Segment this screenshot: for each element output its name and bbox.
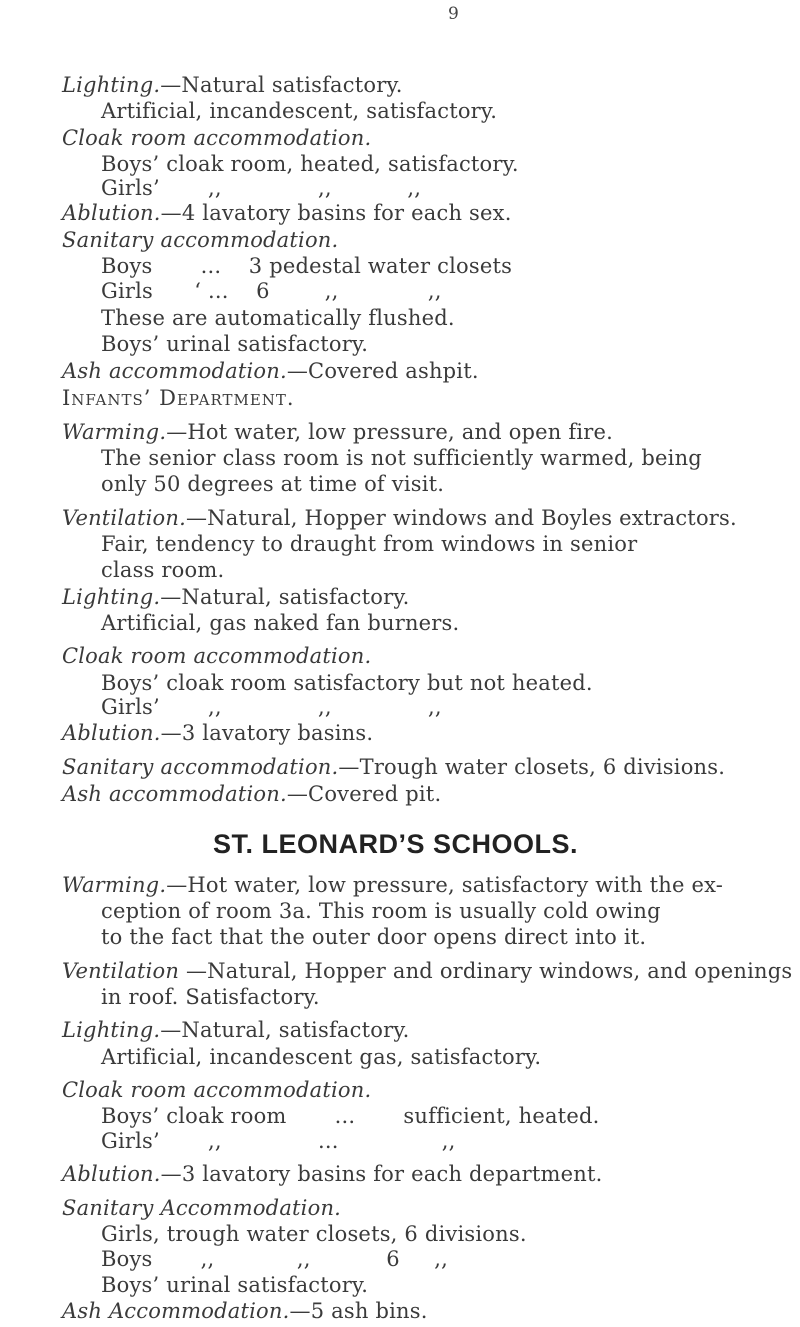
text-line: class room. [101,558,225,582]
text-line: to the fact that the outer door opens direct into it. [101,925,647,949]
text-line: only 50 degrees at time of visit. [101,472,445,496]
text-line: Girls’ ,, ,, ,, [101,176,422,200]
text-line: Fair, tendency to draught from windows in senior [101,532,638,556]
text-line: Boys’ cloak room, heated, satisfactory. [101,152,519,176]
text-line: Cloak room accommodation. [62,126,372,150]
text-line: Ablution.—4 lavatory basins for each sex. [62,201,512,225]
text-line: Cloak room accommodation. [62,1078,372,1102]
text-line: Girls, trough water closets, 6 divisions. [101,1222,527,1246]
text-line: Ablution.—3 lavatory basins. [62,721,374,745]
text-line: Ash accommodation.—Covered pit. [62,782,442,806]
text-line: The senior class room is not sufficiently warmed, being [101,446,702,470]
text-line: Boys’ cloak room ... sufficient, heated. [101,1104,600,1128]
text-line: Boys’ cloak room satisfactory but not heated. [101,671,593,695]
text-line: Lighting.—Natural satisfactory. [62,73,403,97]
text-line: Sanitary accommodation. [62,228,339,252]
text-line: Artificial, incandescent, satisfactory. [101,99,498,123]
text-line: Girls’ ,, ,, ,, [101,695,442,719]
text-line: Ash Accommodation.—5 ash bins. [62,1299,428,1323]
text-line: Sanitary accommodation.—Trough water closets, 6 divisions. [62,755,726,779]
text-line: in roof. Satisfactory. [101,985,320,1009]
text-line: Girls ‘ ... 6 ,, ,, [101,279,442,303]
text-line: Lighting.—Natural, satisfactory. [62,1018,410,1042]
text-line: These are automatically flushed. [101,306,455,330]
text-line: Ventilation.—Natural, Hopper windows and Boyles extractors. [62,506,737,530]
text-line: Boys ... 3 pedestal water closets [101,254,513,278]
text-line: Warming.—Hot water, low pressure, and open fire. [62,420,614,444]
text-line: Boys ,, ,, 6 ,, [101,1247,448,1271]
text-line: Artificial, gas naked fan burners. [101,611,460,635]
text-line: Artificial, incandescent gas, satisfactory. [101,1045,542,1069]
text-line: Cloak room accommodation. [62,644,372,668]
text-line: Ventilation —Natural, Hopper and ordinary windows, and openings [62,959,793,983]
text-line: Girls’ ,, ... ,, [101,1129,456,1153]
page-number: 9 [448,4,459,24]
text-line: Ablution.—3 lavatory basins for each department. [62,1162,603,1186]
text-line: Lighting.—Natural, satisfactory. [62,585,410,609]
text-line: Warming.—Hot water, low pressure, satisfactory with the ex- [62,873,724,897]
text-line: Boys’ urinal satisfactory. [101,332,369,356]
text-line: Boys’ urinal satisfactory. [101,1273,369,1297]
section-heading-infants: Infants’ Department. [62,386,295,410]
text-line: ception of room 3a. This room is usually cold owing [101,899,661,923]
text-line: Sanitary Accommodation. [62,1196,342,1220]
text-line: Ash accommodation.—Covered ashpit. [62,359,479,383]
section-heading-st-leonards: ST. LEONARD’S SCHOOLS. [213,829,579,859]
